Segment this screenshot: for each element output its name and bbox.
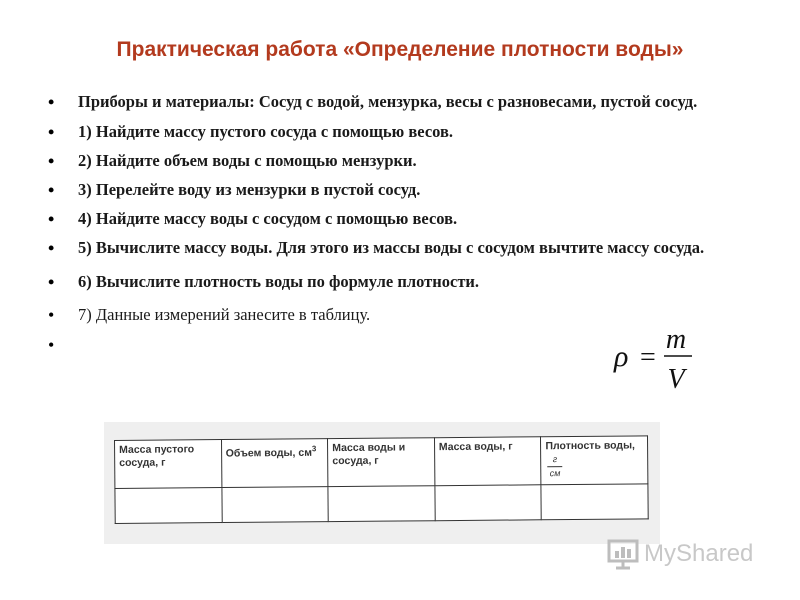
table-scan bbox=[104, 422, 660, 544]
list-item-step-5 bbox=[44, 236, 744, 260]
header-text: Масса воды, г bbox=[438, 440, 513, 454]
table-cell[interactable] bbox=[328, 486, 435, 522]
presentation-chart-icon bbox=[606, 537, 640, 571]
density-unit bbox=[548, 453, 563, 480]
header-text: Масса воды и сосуда, г bbox=[332, 441, 406, 468]
header-superscript: 3 bbox=[311, 444, 317, 454]
header-text: Плотность воды, bbox=[545, 439, 635, 453]
list-item-text: 4) Найдите массу воды с сосудом с помощью весов. bbox=[78, 209, 458, 228]
header-cell-empty-vessel-mass bbox=[115, 440, 222, 489]
list-item-text: 7) Данные измерений занесите в таблицу. bbox=[78, 305, 371, 324]
logo-text: MyShared bbox=[644, 540, 754, 567]
table-cell[interactable] bbox=[541, 484, 648, 520]
list-item-text: 1) Найдите массу пустого сосуда с помощью весов. bbox=[78, 122, 454, 141]
formula-denominator: V bbox=[667, 364, 685, 395]
list-item-text: 6) Вычислите плотность воды по формуле плотности. bbox=[78, 272, 480, 291]
list-item-materials bbox=[44, 90, 744, 114]
table-cell[interactable] bbox=[222, 487, 329, 523]
header-cell-water-mass bbox=[434, 437, 541, 486]
formula-rho: ρ bbox=[614, 340, 629, 373]
density-formula bbox=[612, 318, 712, 398]
list-item-text: Приборы и материалы: Сосуд с водой, мензурка, весы с разновесами, пустой сосуд. bbox=[78, 92, 698, 111]
table-row bbox=[115, 484, 648, 524]
table-cell[interactable] bbox=[435, 485, 542, 521]
list-item-step-6 bbox=[44, 270, 744, 294]
header-cell-density bbox=[541, 436, 648, 485]
header-cell-water-volume bbox=[221, 439, 328, 488]
header-text: Объем воды, см bbox=[225, 446, 312, 460]
header-cell-water-vessel-mass bbox=[328, 438, 435, 487]
list-item-step-2 bbox=[44, 149, 744, 173]
unit-denominator: см bbox=[549, 468, 561, 479]
table-header-row bbox=[115, 436, 648, 489]
header-text: Масса пустого сосуда, г bbox=[119, 443, 195, 469]
list-item-step-4 bbox=[44, 207, 744, 231]
list-item-step-1 bbox=[44, 120, 744, 144]
list-item-text: 5) Вычислите массу воды. Для этого из массы воды с сосудом вычтите массу сосуда. bbox=[78, 238, 705, 257]
slide-title: Практическая работа «Определение плотности воды» bbox=[116, 38, 684, 61]
list-item-text: 2) Найдите объем воды с помощью мензурки. bbox=[78, 151, 417, 170]
list-item-step-3 bbox=[44, 178, 744, 202]
measurements-table bbox=[114, 435, 649, 524]
instruction-list bbox=[44, 90, 744, 357]
list-item-text: 3) Перелейте воду из мензурки в пустой сосуд. bbox=[78, 180, 421, 199]
table-cell[interactable] bbox=[115, 488, 222, 524]
watermark-logo bbox=[606, 534, 753, 574]
unit-numerator: г bbox=[548, 453, 563, 467]
formula-equals: = bbox=[640, 342, 656, 373]
formula-numerator: m bbox=[665, 324, 687, 355]
